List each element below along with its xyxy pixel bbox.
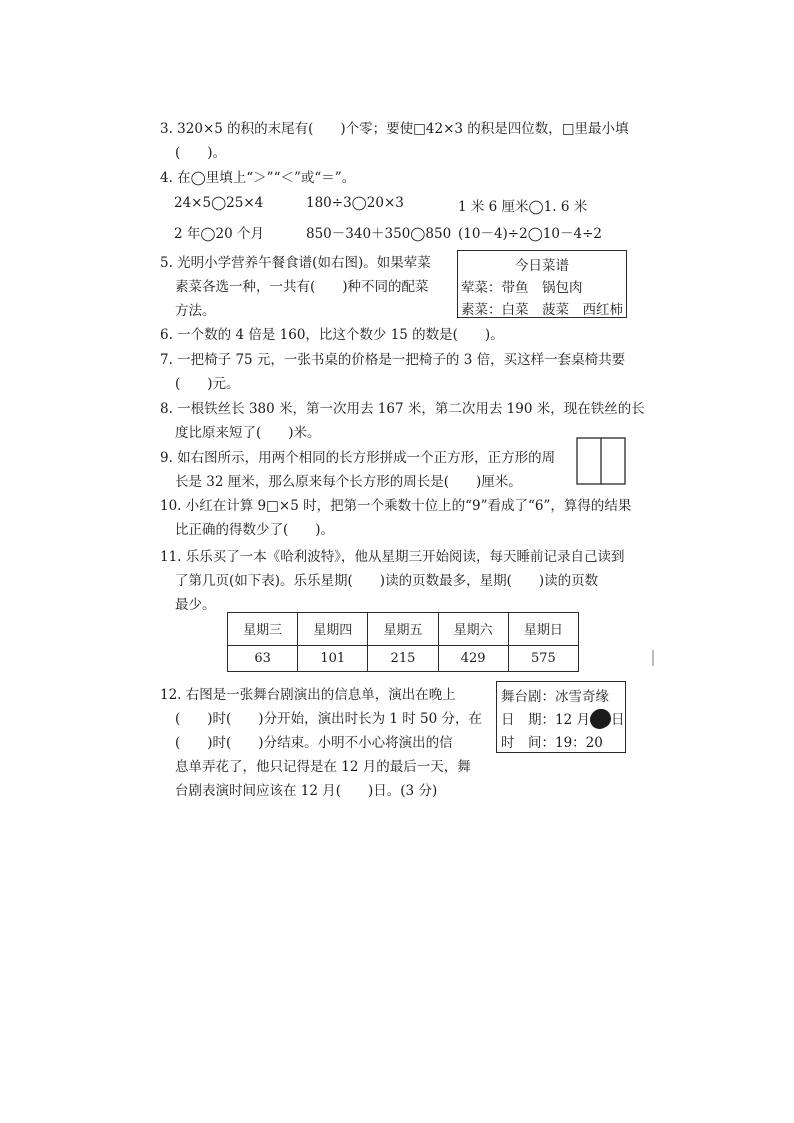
q11-line1: 11. 乐乐买了一本《哈利波特》，他从星期三开始阅读，每天睡前记录自己读到	[160, 549, 625, 565]
play-date-prefix: 日 期：12 月	[501, 712, 590, 728]
table-row	[228, 613, 579, 646]
play-date	[501, 708, 624, 728]
q11-line2: 了第几页(如下表)。乐乐星期( )读的页数最多，星期( )读的页数	[175, 573, 599, 589]
q4-item-2: 180÷3◯20×3	[306, 195, 404, 211]
table-header-cell: 星期五	[368, 613, 438, 646]
scan-mark	[652, 650, 654, 666]
menu-meat: 荤菜：带鱼 锅包肉	[461, 280, 583, 296]
q9-line2: 长是 32 厘米，那么原来每个长方形的周长是( )厘米。	[175, 474, 522, 490]
ink-blot	[591, 709, 610, 728]
q8-line1: 8. 一根铁丝长 380 米，第一次用去 167 米，第二次用去 190 米，现在铁丝的长	[160, 401, 645, 417]
q8-line2: 度比原来短了( )米。	[175, 425, 321, 441]
table-cell: 429	[438, 645, 508, 671]
reading-table	[227, 612, 579, 672]
table-header-cell: 星期日	[508, 613, 578, 646]
play-title: 舞台剧：冰雪奇缘	[501, 689, 609, 705]
table-header-cell: 星期六	[438, 613, 508, 646]
q7-line1: 7. 一把椅子 75 元，一张书桌的价格是一把椅子的 3 倍，买这样一套桌椅共要	[160, 352, 626, 368]
q12-line1: 12. 右图是一张舞台剧演出的信息单，演出在晚上	[160, 687, 456, 703]
q12-line4: 息单弄花了，他只记得是在 12 月的最后一天，舞	[175, 759, 471, 775]
q6-line: 6. 一个数的 4 倍是 160，比这个数少 15 的数是( )。	[160, 327, 504, 343]
q10-line1: 10. 小红在计算 9□×5 时，把第一个乘数十位上的“9”看成了“6”，算得的结果	[160, 498, 632, 514]
q4-item-6: (10－4)÷2◯10－4÷2	[458, 226, 602, 242]
table-cell: 101	[298, 645, 368, 671]
table-cell: 63	[228, 645, 298, 671]
table-row	[228, 645, 579, 671]
menu-title: 今日菜谱	[515, 258, 569, 274]
q12-line3: ( )时( )分结束。小明不小心将演出的信	[175, 735, 453, 751]
q3-line2: ( )。	[175, 145, 227, 161]
q9-line1: 9. 如右图所示，用两个相同的长方形拼成一个正方形，正方形的周	[160, 450, 556, 466]
q12-line5: 台剧表演时间应该在 12 月( )日。(3 分)	[175, 783, 438, 799]
square-figure	[576, 437, 628, 487]
play-time: 时 间：19：20	[501, 735, 603, 751]
q10-line2: 比正确的得数少了( )。	[175, 522, 335, 538]
q4-stem: 4. 在◯里填上“＞”“＜”或“＝”。	[160, 170, 356, 186]
q5-line1: 5. 光明小学营养午餐食谱(如右图)。如果荤菜	[160, 255, 431, 271]
table-header-cell: 星期三	[228, 613, 298, 646]
menu-card	[457, 250, 627, 318]
menu-veg: 素菜：白菜 菠菜 西红柿	[461, 302, 623, 318]
q4-item-5: 850－340＋350◯850	[306, 226, 452, 242]
q7-line2: ( )元。	[175, 376, 240, 392]
q3-line1: 3. 320×5 的积的末尾有( )个零；要使□42×3 的积是四位数，□里最小填	[160, 121, 629, 137]
q4-item-3: 1 米 6 厘米◯1. 6 米	[458, 199, 588, 215]
table-cell: 575	[508, 645, 578, 671]
q11-line3: 最少。	[175, 597, 216, 613]
q5-line3: 方法。	[175, 303, 216, 319]
play-info-card	[496, 681, 626, 753]
play-date-suffix: 日	[610, 712, 625, 728]
table-header-cell: 星期四	[298, 613, 368, 646]
table-cell: 215	[368, 645, 438, 671]
q12-line2: ( )时( )分开始，演出时长为 1 时 50 分，在	[175, 711, 482, 727]
q4-item-1: 24×5◯25×4	[174, 195, 264, 211]
q4-item-4: 2 年◯20 个月	[174, 226, 264, 242]
q5-line2: 素菜各选一种，一共有( )种不同的配菜	[175, 279, 429, 295]
